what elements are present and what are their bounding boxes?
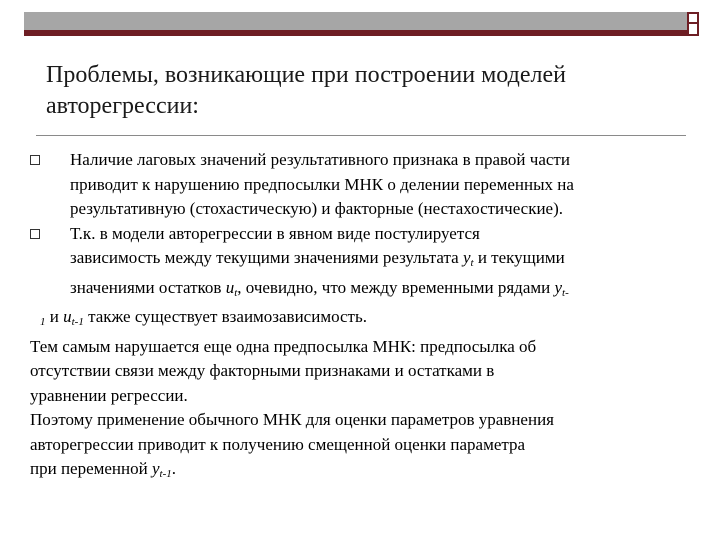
- para3-line2: отсутствии связи между факторными признаками и остатками в: [30, 361, 495, 380]
- para4-line3: при переменной $y_{t-1}$.: [30, 459, 177, 480]
- bullet1-line1: Наличие лаговых значений результативного признака в правой части: [70, 150, 570, 169]
- var-y: y: [462, 248, 471, 267]
- para3-line3: уравнении регрессии.: [30, 385, 188, 405]
- title-line-1: Проблемы, возникающие при построении моделей: [46, 62, 566, 88]
- bullet2-line2: зависимость между текущими значениями результата $y_t$ и текущими: [70, 248, 565, 269]
- para3-line1: Тем самым нарушается еще одна предпосылка МНК: предпосылка об: [30, 336, 537, 356]
- header-bar-red: [24, 30, 687, 36]
- title-line-2: авторегрессии:: [46, 93, 199, 119]
- slide-title: [46, 60, 686, 122]
- paragraph-3: [30, 335, 690, 409]
- corner-square-bottom: [687, 24, 699, 36]
- bullet2-line3: значениями остатков $u_t$, очевидно, что между временными рядами $y_{t-}$: [70, 277, 569, 299]
- title-divider: [36, 135, 686, 136]
- bullet2-line4: $_1$ и $u_{t-1}$ также существует взаимозависимость.: [40, 307, 367, 328]
- bullet1-line3: результативную (стохастическую) и факторные (нестахостические).: [70, 199, 564, 218]
- paragraph-4: [30, 408, 690, 487]
- corner-square-top: [687, 12, 699, 24]
- bullet1-line2: приводит к нарушению предпосылки МНК о делении переменных на: [70, 174, 574, 194]
- bullet2-line1: Т.к. в модели авторегрессии в явном виде постулируется: [70, 223, 480, 243]
- para4-line1: Поэтому применение обычного МНК для оценки параметров уравнения: [30, 410, 554, 429]
- slide-content: [30, 148, 690, 487]
- header-bar-grey: [24, 12, 687, 30]
- para4-line2: авторегрессии приводит к получению смещенной оценки параметра: [30, 434, 526, 454]
- square-bullet-icon: [30, 155, 40, 165]
- square-bullet-icon: [30, 229, 40, 239]
- bullet-item-1: [30, 148, 690, 222]
- var-u: u: [225, 277, 235, 297]
- bullet-item-2: [30, 222, 690, 335]
